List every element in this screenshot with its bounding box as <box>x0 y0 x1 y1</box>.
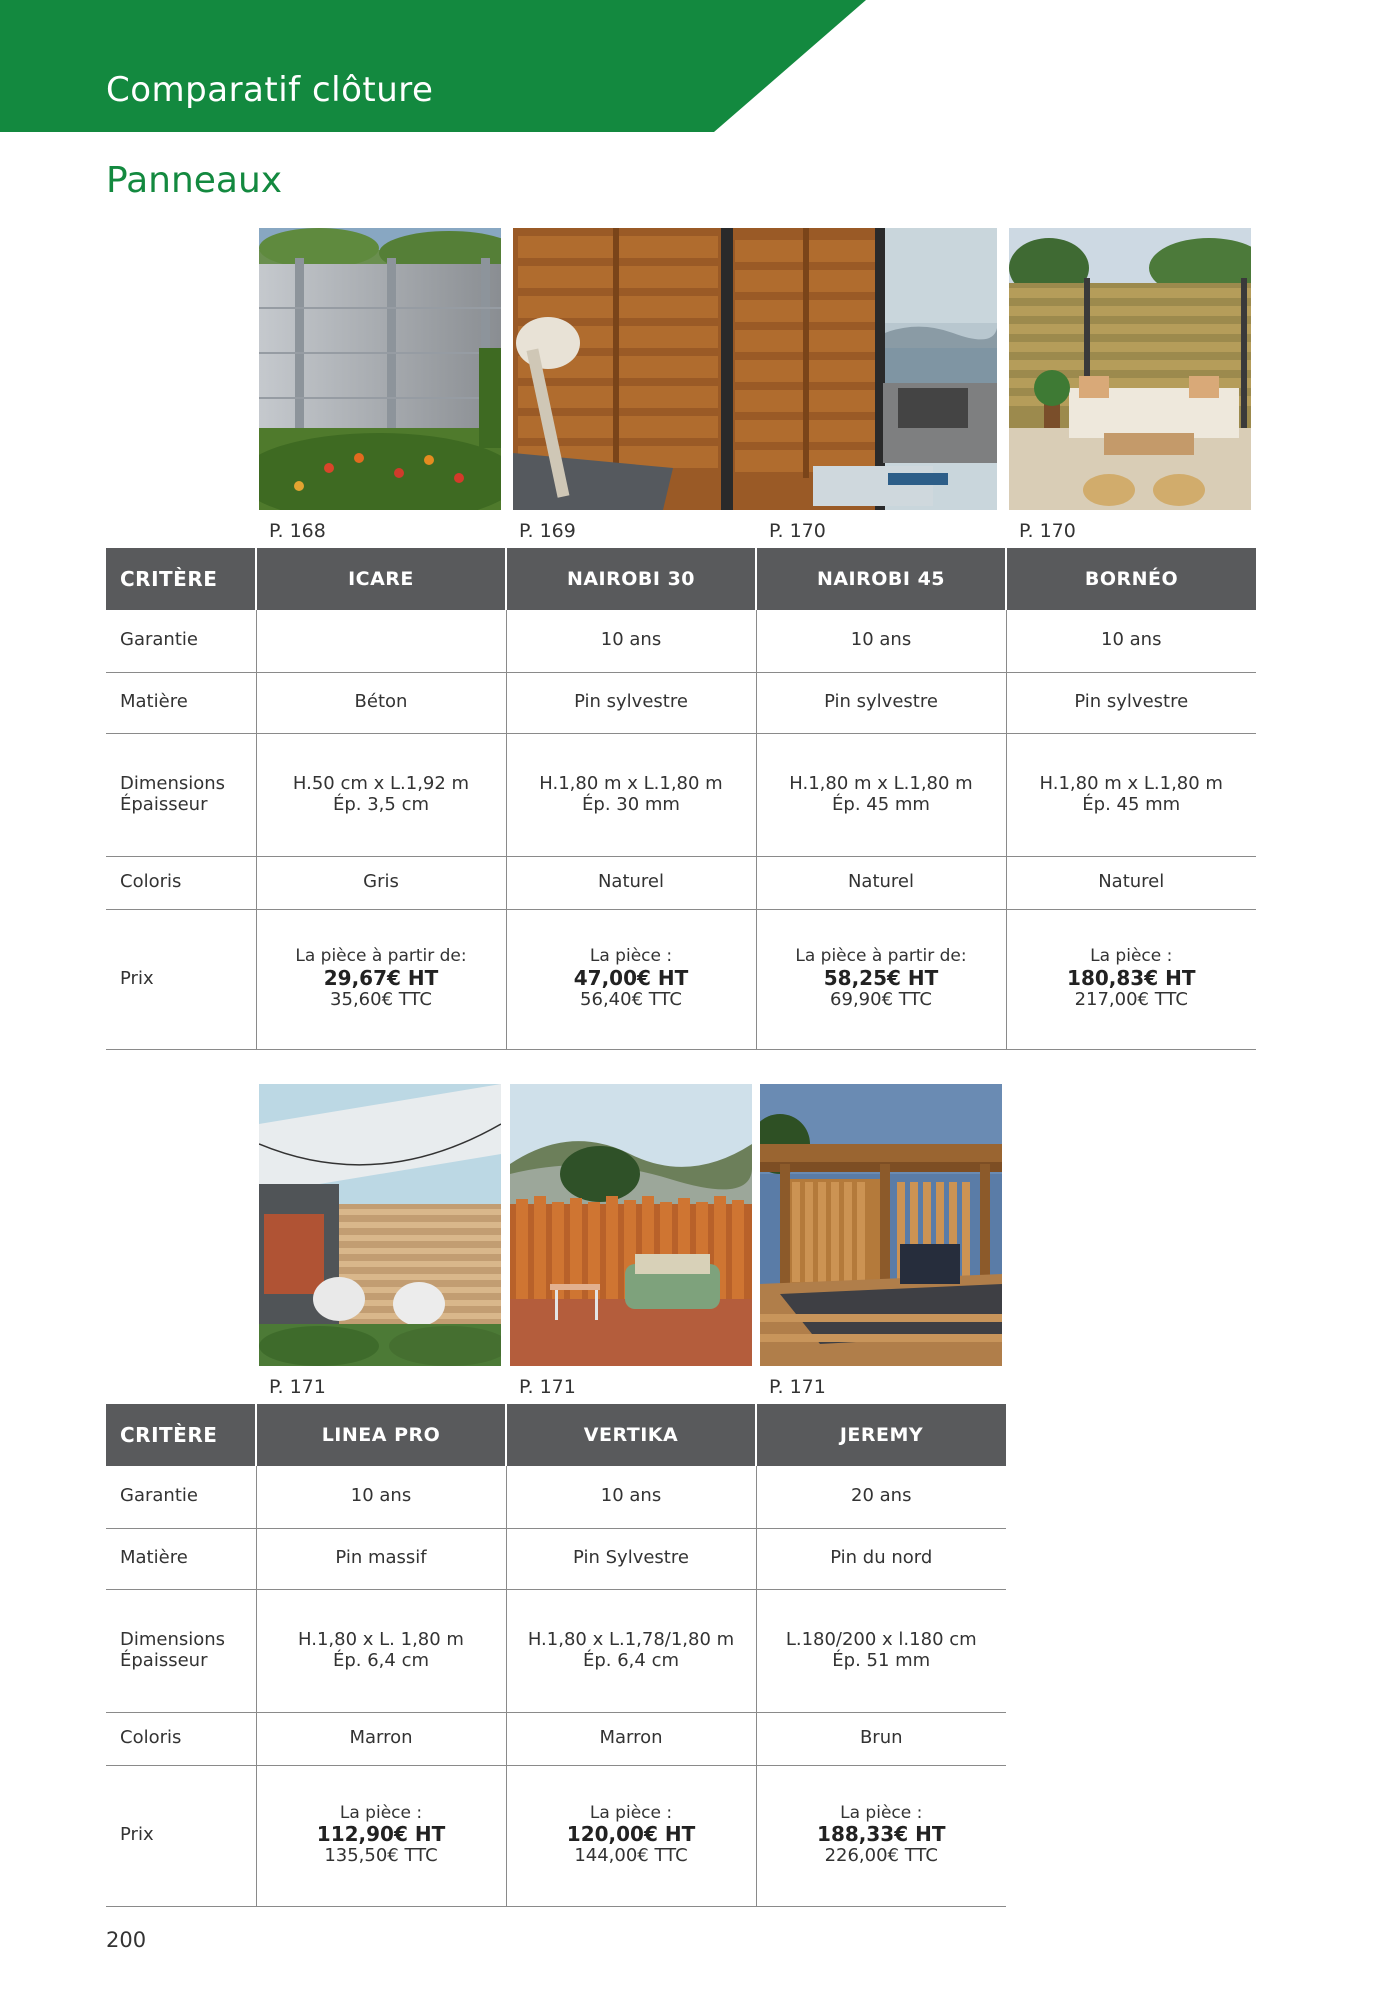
table-row-prix <box>106 1765 1006 1906</box>
cell-garantie: 10 ans <box>1006 610 1256 672</box>
product-photo-borneo <box>1009 228 1251 510</box>
price-ttc: 217,00€ TTC <box>1074 988 1188 1010</box>
cell-matiere: Pin sylvestre <box>1006 672 1256 733</box>
cell-dimensions <box>1006 733 1256 856</box>
product-photo-linea-pro <box>259 1084 501 1366</box>
cell-coloris: Gris <box>256 856 506 909</box>
price-ttc: 144,00€ TTC <box>574 1845 688 1867</box>
comparison-table-1 <box>106 548 1256 1050</box>
cell-coloris: Naturel <box>506 856 756 909</box>
cell-prix <box>256 1765 506 1906</box>
dimensions-size: H.1,80 m x L.1,80 m <box>539 772 723 794</box>
price-ttc: 56,40€ TTC <box>580 988 682 1010</box>
price-ht: 120,00€ HT <box>566 1822 696 1847</box>
dimensions-thickness: Ép. 30 mm <box>582 793 680 815</box>
column-header-icare: ICARE <box>256 548 506 610</box>
dimensions-thickness: Ép. 45 mm <box>832 793 930 815</box>
row-label-coloris: Coloris <box>106 856 256 909</box>
row-label-matiere: Matière <box>106 1528 256 1589</box>
page-ref-borneo: P. 170 <box>1019 520 1076 542</box>
page-ref-nairobi-45: P. 170 <box>769 520 826 542</box>
row-label-garantie: Garantie <box>106 1466 256 1528</box>
cell-prix <box>756 909 1006 1049</box>
price-ht: 112,90€ HT <box>316 1822 446 1847</box>
column-header-nairobi-45: NAIROBI 45 <box>756 548 1006 610</box>
cell-coloris: Marron <box>506 1712 756 1765</box>
cell-prix <box>506 1765 756 1906</box>
product-photo-jeremy <box>760 1084 1002 1366</box>
cell-coloris: Marron <box>256 1712 506 1765</box>
price-ht: 180,83€ HT <box>1067 965 1196 990</box>
price-ht: 47,00€ HT <box>573 965 689 990</box>
comparison-table-2 <box>106 1404 1006 1907</box>
cell-coloris: Brun <box>756 1712 1006 1765</box>
table-row-matiere <box>106 1528 1006 1589</box>
cell-dimensions <box>756 733 1006 856</box>
cell-matiere: Pin du nord <box>756 1528 1006 1589</box>
column-header-borneo: BORNÉO <box>1006 548 1256 610</box>
price-ht: 58,25€ HT <box>823 965 939 990</box>
price-ttc: 35,60€ TTC <box>330 988 432 1010</box>
column-header-critere: CRITÈRE <box>106 1404 256 1466</box>
column-header-critere: CRITÈRE <box>106 548 256 610</box>
cell-matiere: Pin massif <box>256 1528 506 1589</box>
page-ref-nairobi-30: P. 169 <box>519 520 576 542</box>
price-ttc: 226,00€ TTC <box>824 1845 938 1867</box>
table-row-garantie <box>106 610 1256 672</box>
column-header-jeremy: JEREMY <box>756 1404 1006 1466</box>
header-band <box>0 0 1391 132</box>
cell-garantie <box>256 610 506 672</box>
cell-dimensions <box>256 733 506 856</box>
dimensions-size: H.1,80 x L.1,78/1,80 m <box>527 1628 735 1650</box>
price-lead: La pièce : <box>339 1802 423 1823</box>
product-photo-vertika <box>510 1084 752 1366</box>
row-label-dimensions <box>106 1589 256 1712</box>
row-label-dimensions-line1: Dimensions <box>120 1628 226 1650</box>
cell-matiere: Pin Sylvestre <box>506 1528 756 1589</box>
dimensions-thickness: Ép. 45 mm <box>1082 793 1181 815</box>
dimensions-size: L.180/200 x l.180 cm <box>785 1628 977 1650</box>
column-header-linea-pro: LINEA PRO <box>256 1404 506 1466</box>
cell-prix <box>506 909 756 1049</box>
cell-garantie: 10 ans <box>506 610 756 672</box>
table-row-dimensions <box>106 1589 1006 1712</box>
table-row-coloris <box>106 1712 1006 1765</box>
cell-matiere: Pin sylvestre <box>756 672 1006 733</box>
cell-prix <box>1006 909 1256 1049</box>
table-row-dimensions <box>106 733 1256 856</box>
product-photo-nairobi <box>513 228 997 510</box>
row-label-dimensions-line2: Épaisseur <box>120 1649 208 1671</box>
table-row-matiere <box>106 672 1256 733</box>
price-ttc: 69,90€ TTC <box>830 988 932 1010</box>
page-number: 200 <box>106 1928 147 1952</box>
cell-matiere: Béton <box>256 672 506 733</box>
row-label-garantie: Garantie <box>106 610 256 672</box>
row-label-dimensions <box>106 733 256 856</box>
page-header-title: Comparatif clôture <box>106 70 434 110</box>
dimensions-size: H.50 cm x L.1,92 m <box>292 772 470 794</box>
dimensions-thickness: Ép. 6,4 cm <box>582 1649 680 1671</box>
cell-dimensions <box>506 733 756 856</box>
dimensions-size: H.1,80 m x L.1,80 m <box>789 772 973 794</box>
row-label-dimensions-line1: Dimensions <box>120 772 226 794</box>
cell-prix <box>756 1765 1006 1906</box>
cell-garantie: 10 ans <box>756 610 1006 672</box>
table-row-prix <box>106 909 1256 1049</box>
table-row-garantie <box>106 1466 1006 1528</box>
cell-matiere: Pin sylvestre <box>506 672 756 733</box>
row-label-matiere: Matière <box>106 672 256 733</box>
price-ht: 188,33€ HT <box>817 1822 946 1847</box>
table-header-row <box>106 1404 1006 1466</box>
price-ttc: 135,50€ TTC <box>324 1845 438 1867</box>
cell-coloris: Naturel <box>756 856 1006 909</box>
cell-garantie: 20 ans <box>756 1466 1006 1528</box>
page-ref-icare: P. 168 <box>269 520 326 542</box>
price-lead: La pièce : <box>840 1802 923 1823</box>
cell-coloris: Naturel <box>1006 856 1256 909</box>
product-photo-icare <box>259 228 501 510</box>
section-title: Panneaux <box>106 160 283 201</box>
dimensions-size: H.1,80 x L. 1,80 m <box>298 1628 464 1650</box>
cell-prix <box>256 909 506 1049</box>
page-ref-vertika: P. 171 <box>519 1376 576 1398</box>
dimensions-size: H.1,80 m x L.1,80 m <box>1039 772 1223 794</box>
dimensions-thickness: Ép. 3,5 cm <box>332 793 430 815</box>
price-ht: 29,67€ HT <box>323 965 439 990</box>
dimensions-thickness: Ép. 6,4 cm <box>332 1649 430 1671</box>
dimensions-thickness: Ép. 51 mm <box>832 1649 931 1671</box>
page-ref-linea-pro: P. 171 <box>269 1376 326 1398</box>
column-header-nairobi-30: NAIROBI 30 <box>506 548 756 610</box>
cell-garantie: 10 ans <box>506 1466 756 1528</box>
table-header-row <box>106 548 1256 610</box>
price-lead: La pièce : <box>1090 946 1173 967</box>
price-lead: La pièce à partir de: <box>795 946 967 967</box>
table-row-coloris <box>106 856 1256 909</box>
page-ref-jeremy: P. 171 <box>769 1376 826 1398</box>
row-label-coloris: Coloris <box>106 1712 256 1765</box>
column-header-vertika: VERTIKA <box>506 1404 756 1466</box>
cell-dimensions <box>256 1589 506 1712</box>
cell-garantie: 10 ans <box>256 1466 506 1528</box>
row-label-prix: Prix <box>106 1765 256 1906</box>
price-lead: La pièce : <box>589 946 673 967</box>
price-lead: La pièce : <box>589 1802 673 1823</box>
cell-dimensions <box>506 1589 756 1712</box>
cell-dimensions <box>756 1589 1006 1712</box>
row-label-prix: Prix <box>106 909 256 1049</box>
price-lead: La pièce à partir de: <box>295 946 467 967</box>
row-label-dimensions-line2: Épaisseur <box>120 793 208 815</box>
